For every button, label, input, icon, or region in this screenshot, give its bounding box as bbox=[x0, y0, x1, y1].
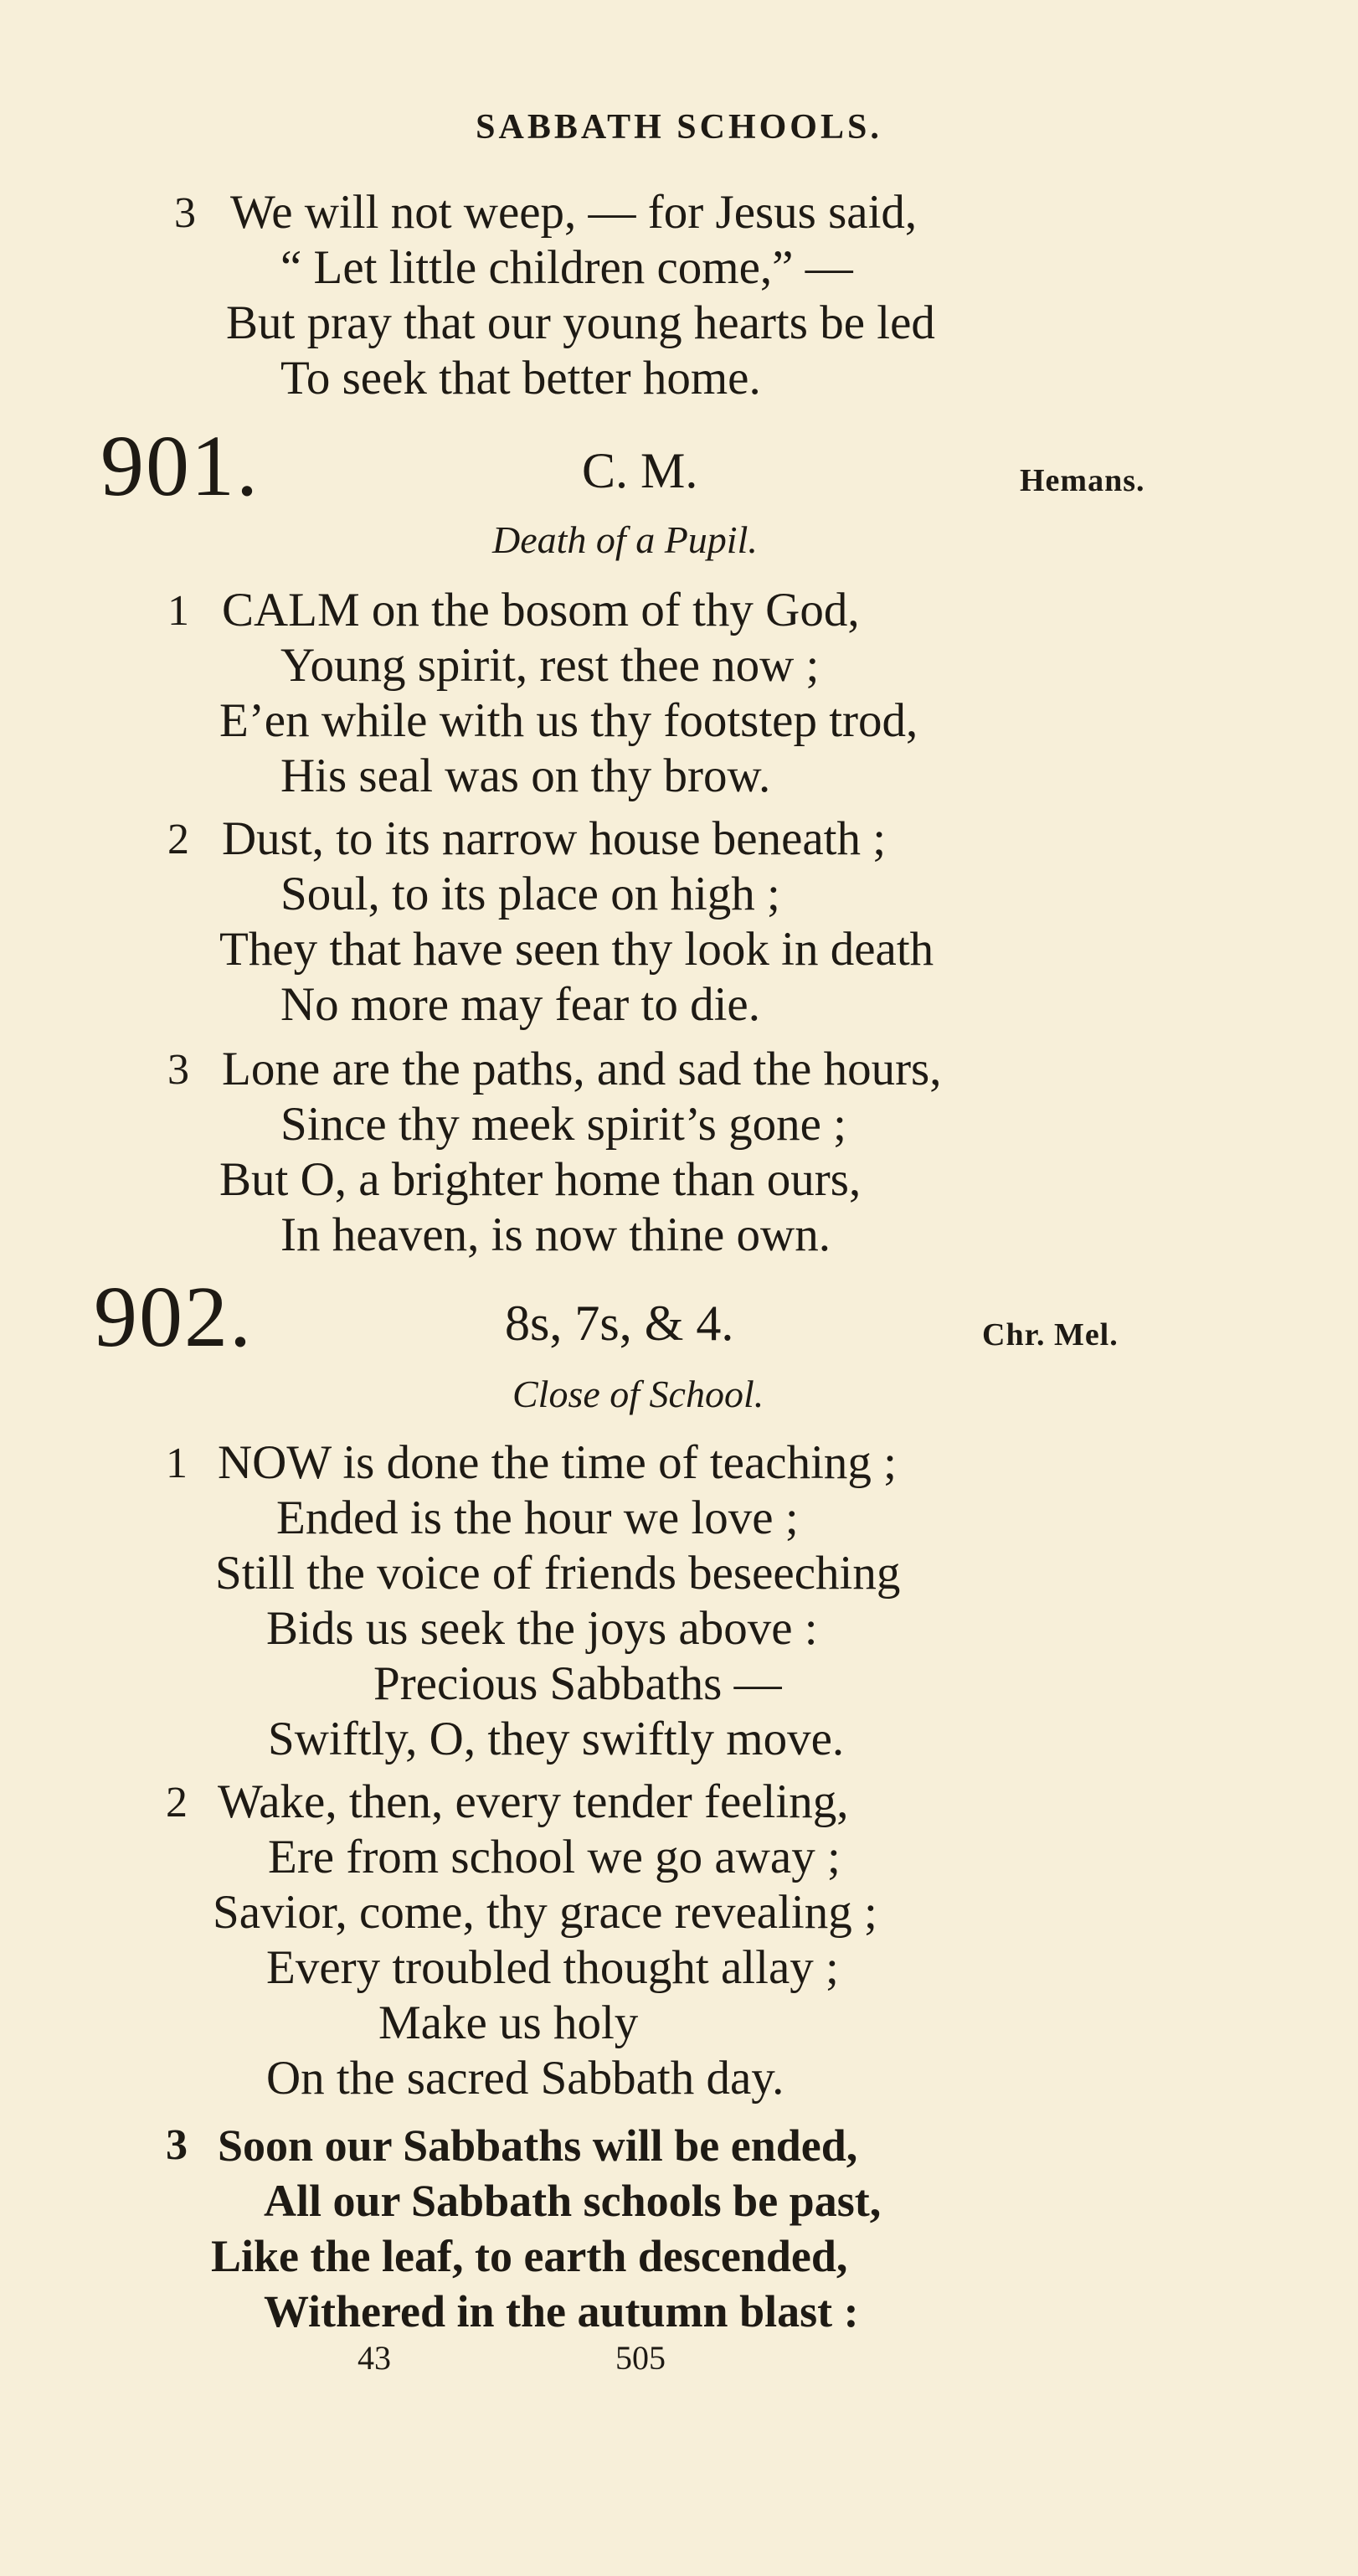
verse-line: On the sacred Sabbath day. bbox=[266, 2052, 784, 2105]
verse-number: 3 bbox=[167, 1046, 189, 1094]
verse-line: All our Sabbath schools be past, bbox=[264, 2176, 882, 2226]
verse-line: No more may fear to die. bbox=[280, 978, 760, 1031]
verse-line: But pray that our young hearts be led bbox=[226, 296, 935, 349]
hymn-subtitle: Close of School. bbox=[512, 1373, 764, 1415]
running-head: SABBATH SCHOOLS. bbox=[476, 108, 882, 147]
verse-number: 2 bbox=[167, 816, 189, 863]
verse-line: Make us holy bbox=[378, 1996, 639, 2049]
verse-number: 3 bbox=[166, 2121, 188, 2169]
verse-line: CALM on the bosom of thy God, bbox=[222, 584, 860, 636]
verse-line: Precious Sabbaths — bbox=[373, 1657, 782, 1710]
verse-line: E’en while with us thy footstep trod, bbox=[219, 694, 918, 747]
verse-line: Like the leaf, to earth descended, bbox=[211, 2231, 848, 2281]
hymn-composer: Chr. Mel. bbox=[982, 1317, 1119, 1352]
verse-line: Savior, come, thy grace revealing ; bbox=[213, 1886, 877, 1939]
verse-line: In heaven, is now thine own. bbox=[280, 1208, 831, 1261]
verse-line: Withered in the autumn blast : bbox=[264, 2286, 859, 2336]
verse-line: Soon our Sabbaths will be ended, bbox=[218, 2120, 858, 2171]
verse-line: Dust, to its narrow house beneath ; bbox=[222, 812, 887, 865]
signature-mark: 43 bbox=[358, 2339, 391, 2377]
verse-line: Wake, then, every tender feeling, bbox=[218, 1775, 849, 1828]
verse-number: 1 bbox=[167, 587, 189, 635]
verse-line: His seal was on thy brow. bbox=[280, 750, 771, 802]
verse-line: Swiftly, O, they swiftly move. bbox=[268, 1713, 845, 1765]
verse-line: Soul, to its place on high ; bbox=[280, 868, 780, 920]
hymn-meter: 8s, 7s, & 4. bbox=[505, 1296, 734, 1351]
verse-line: Ended is the hour we love ; bbox=[276, 1492, 799, 1544]
verse-line: Lone are the paths, and sad the hours, bbox=[222, 1043, 942, 1095]
hymn-meter: C. M. bbox=[582, 443, 698, 498]
verse-line: Still the voice of friends beseeching bbox=[215, 1547, 901, 1600]
verse-line: Every troubled thought allay ; bbox=[266, 1941, 839, 1994]
page-number: 505 bbox=[615, 2339, 666, 2377]
hymn-number: 901. bbox=[100, 418, 260, 514]
verse-line: They that have seen thy look in death bbox=[219, 923, 934, 976]
verse-number: 2 bbox=[166, 1779, 188, 1826]
verse-line: NOW is done the time of teaching ; bbox=[218, 1436, 897, 1489]
verse-line: Ere from school we go away ; bbox=[268, 1831, 841, 1883]
verse-line: But O, a brighter home than ours, bbox=[219, 1153, 862, 1206]
verse-line: Since thy meek spirit’s gone ; bbox=[280, 1098, 846, 1151]
verse-line: Bids us seek the joys above : bbox=[266, 1602, 818, 1655]
verse-line: “ Let little children come,” — bbox=[280, 241, 853, 294]
hymn-subtitle: Death of a Pupil. bbox=[492, 518, 758, 561]
verse-number: 3 bbox=[174, 189, 196, 237]
hymn-number: 902. bbox=[94, 1269, 253, 1365]
verse-line: We will not weep, — for Jesus said, bbox=[230, 186, 918, 239]
verse-number: 1 bbox=[166, 1440, 188, 1487]
verse-line: Young spirit, rest thee now ; bbox=[280, 639, 820, 692]
hymn-composer: Hemans. bbox=[1020, 463, 1145, 498]
verse-line: To seek that better home. bbox=[280, 352, 761, 404]
